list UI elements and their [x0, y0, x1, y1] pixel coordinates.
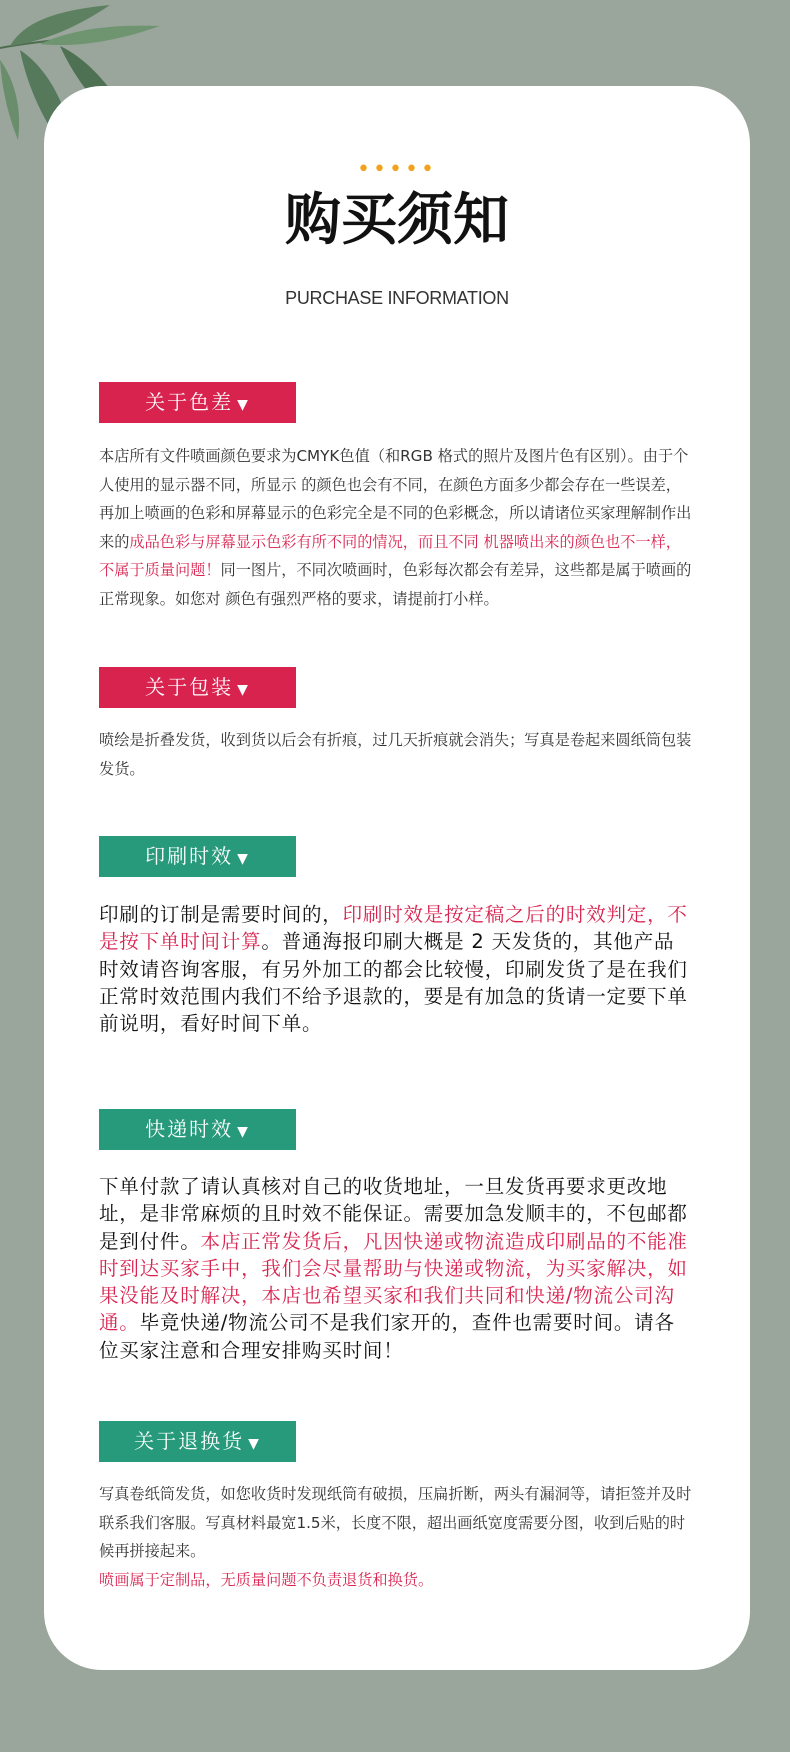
section-tag-color-difference [99, 382, 296, 423]
page-subtitle: PURCHASE INFORMATION [285, 288, 509, 308]
paragraph-text: 写真卷纸筒发货，如您收货时发现纸筒有破损，压扁折断，两头有漏洞等，请拒签并及时联系我们客服。写真材料最宽1.5米，长度不限，超出画纸宽度需要分图，收到后贴的时候再拼接起来。 [99, 1485, 692, 1560]
purchase-info-card [44, 86, 750, 1670]
section-text-printing-time [99, 901, 694, 1037]
section-heading: 关于退换货 [134, 1429, 245, 1453]
triangle-down-icon: ▼ [237, 1124, 250, 1140]
paragraph-text: 印刷的订制是需要时间的， [99, 903, 343, 926]
paragraph-highlight: 喷画属于定制品，无质量问题不负责退货和换货。 [99, 1570, 434, 1589]
paragraph-highlight: 印刷时效是按定稿之后的时效判定，不是按下单时间计算 [99, 903, 688, 954]
section-heading: 关于色差 [145, 390, 234, 414]
section-heading: 快递时效 [145, 1117, 234, 1141]
paragraph-text: 下单付款了请认真核对自己的收货地址，一旦发货再要求更改地址，是非常麻烦的且时效不能保证。需要加急发顺丰的，不包邮都是到付件。 [99, 1175, 688, 1253]
paragraph-highlight: 本店正常发货后，凡因快递或物流造成印刷品的不能准时到达买家手中，我们会尽量帮助与快递或物流，为买家解决，如果没能及时解决，本店也希望买家和我们共同和快递/物流公司沟通。 [99, 1229, 688, 1335]
triangle-down-icon: ▼ [248, 1436, 261, 1452]
triangle-down-icon: ▼ [237, 397, 250, 413]
paragraph-text: 毕竟快递/物流公司不是我们家开的，查件也需要时间。请各位买家注意和合理安排购买时间！ [99, 1311, 675, 1362]
section-tag-delivery-time [99, 1109, 296, 1150]
section-text-returns [99, 1480, 694, 1594]
section-tag-printing-time [99, 836, 296, 877]
triangle-down-icon: ▼ [237, 682, 250, 698]
decorative-dots: ••••• [357, 157, 437, 182]
paragraph-text: 。普通海报印刷大概是 2 天发货的，其他产品时效请咨询客服，有另外加工的都会比较慢，印刷发货了是在我们正常时效范围内我们不给予退款的，要是有加急的货请一定要下单前说明，看好时间下单。 [99, 930, 688, 1036]
section-text-color-difference [99, 442, 694, 613]
section-heading: 印刷时效 [145, 844, 234, 868]
page-title: 购买须知 [285, 188, 509, 253]
section-text-delivery-time [99, 1173, 694, 1364]
section-tag-returns [99, 1421, 296, 1462]
paragraph-highlight: 成品色彩与屏幕显示色彩有所不同的情况，而且不同 机器喷出来的颜色也不一样，不属于质量问题！ [99, 532, 681, 579]
triangle-down-icon: ▼ [237, 851, 250, 867]
section-heading: 关于包装 [145, 675, 234, 699]
paragraph-text: 本店所有文件喷画颜色要求为CMYK色值（和RGB 格式的照片及图片色有区别）。由于个人使用的显示器不同，所显示 的颜色也会有不同，在颜色方面多少都会存在一些误差，再加上喷画的色彩和屏幕显示的色彩完全是不同的色彩概念，所以请诸位买家理解制作出来的 [99, 447, 692, 551]
section-tag-packaging [99, 667, 296, 708]
paragraph-text: 同一图片，不同次喷画时，色彩每次都会有差异，这些都是属于喷画的正常现象。如您对 颜色有强烈严格的要求，请提前打小样。 [99, 561, 692, 608]
section-text-packaging: 喷绘是折叠发货，收到货以后会有折痕，过几天折痕就会消失；写真是卷起来圆纸筒包装发货。 [99, 731, 692, 778]
